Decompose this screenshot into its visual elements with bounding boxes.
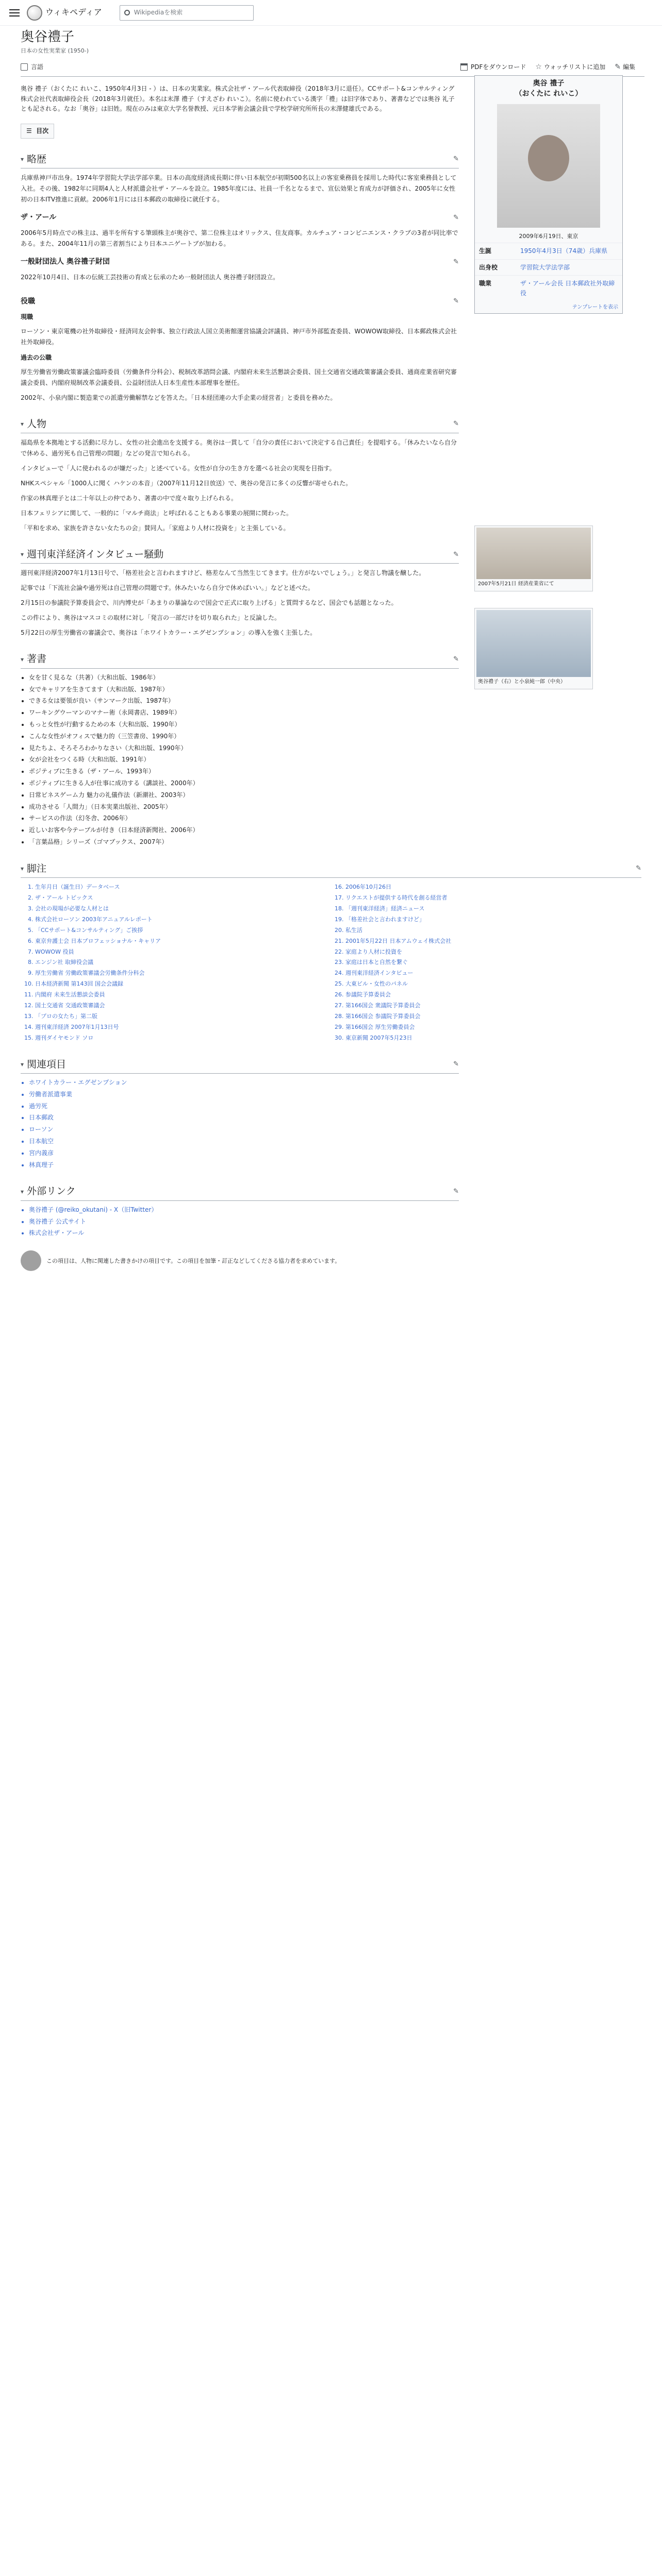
list-item[interactable]: • ローソン [29,1124,459,1136]
reference-item[interactable]: 24. 週刊東洋経済インタビュー [345,968,641,979]
current-roles-text: ローソン・東京電機の社外取締役・経済同友会幹事、独立行政法人国立美術館運営協議会評議員、神戸市外部監査委員、WOWOW取締役、日本郵政株式会社社外取締役。 [21,327,457,346]
chevron-down-icon[interactable]: ▾ [21,655,24,663]
pencil-icon: ✎ [615,62,621,71]
list-item[interactable]: • 日本郵政 [29,1112,459,1124]
search-icon [124,10,130,15]
portrait-image[interactable] [497,104,600,228]
page-title: 奥谷禮子 [21,29,75,45]
list-icon: ☰ [26,127,37,135]
reference-item[interactable]: 11. 内閣府 未来生活懇談会委員 [35,990,331,1001]
chevron-down-icon[interactable]: ▾ [21,551,24,558]
language-button[interactable] [21,62,43,72]
foundation-text: 2022年10月4日、日本の伝統工芸技術の育成と伝承のため一般財団法人 奥谷禮子財団設立。 [21,273,279,281]
pencil-icon[interactable]: ✎ [453,420,459,428]
weekly-p4: この件により、奥谷はマスコミの取材に対し「発言の一部だけを切り取られた」と反論した。 [21,614,281,622]
list-item: • 見たちよ、そろそろわかりなさい（大和出版、1990年） [29,742,459,754]
reference-item[interactable]: 15. 週刊ダイヤモンド ソロ [35,1033,331,1044]
external-links-list [21,1204,459,1239]
past-roles-text: 厚生労働省労働政策審議会臨時委員（労働条件分科会）、税制改革諮問会議、内閣府未来生活懇談会委員、国土交通省交通政策審議会委員、通商産業省研究審議会委員、内閣府規制改革会議委員、公益財団法人日本生産性本部理事を歴任。 [21,368,457,386]
roles-note: 2002年、小泉内閣に製造業での派遣労働解禁などを答えた。「日本経団連の大手企業の経営者」と委員を務めた。 [21,394,337,401]
infobox-key: 職業 [479,280,492,287]
list-item: • 女を甘く見るな（共著）（大和出版、1986年） [29,672,459,684]
person-p6: 「平和を求め、家族を許さない女たちの会」賛同人。「家庭より人材に投資を」と主張している。 [21,524,290,532]
pencil-icon[interactable]: ✎ [453,550,459,558]
books-list [21,672,459,848]
chevron-down-icon[interactable]: ▾ [21,156,24,163]
chevron-down-icon[interactable]: ▾ [21,420,24,428]
translate-icon [21,63,28,71]
figure-caption: 2007年5月21日 経済産業省にて [478,581,554,587]
reference-item[interactable]: 4. 株式会社ローソン 2003年アニュアルレポート [35,914,331,925]
infobox-row [475,243,622,259]
person-p2: インタビューで「人に使われるのが嫌だった」と述べている。女性が自分の生き方を選べる社会の実現を目指す。 [21,464,336,472]
section-heading: 著書 [27,653,47,665]
list-item: • できる女は要領が良い（サンマーク出版、1987年） [29,695,459,707]
section-notes [21,861,641,1044]
person-p1: 福島県を本拠地とする活動に尽力し、女性の社会進出を支援する。奥谷は一貫して「自分の責任において決定する自己責任」を提唱する。「休みたいなら自分で休める、過労死も自己管理の問題」などの発言で知られる。 [21,438,457,457]
figure-caption: 奥谷禮子（右）と小泉純一郎（中央） [478,679,566,685]
person-p4: 作家の林真理子とは二十年以上の仲であり、著書の中で度々取り上げられる。 [21,494,238,502]
list-item: • 「言葉品格」シリーズ（ゴマブックス、2007年） [29,836,459,848]
section-external [21,1184,459,1239]
star-icon: ☆ [535,62,542,71]
reference-item[interactable]: 18. 「週刊東洋経済」経済ニュース [345,904,641,914]
pencil-icon[interactable]: ✎ [453,155,459,163]
infobox-key: 生誕 [479,247,492,255]
toc-label: 目次 [36,127,49,135]
weekly-p5: 5月22日の厚生労働省の審議会で、奥谷は「ホワイトカラー・エグゼンプション」の導入を強く主張した。 [21,629,317,637]
section-heading: 脚注 [27,862,47,874]
infobox-value[interactable]: ザ・アール会長 日本郵政社外取締役 [520,280,615,297]
infobox-name: 奥谷 禮子 （おくたに れいこ） [515,79,583,98]
reference-item[interactable]: 10. 日本経済新聞 第143回 国会会議録 [35,979,331,990]
infobox-value[interactable]: 学習院大学法学部 [520,263,570,271]
reference-item[interactable]: 9. 厚生労働省 労働政策審議会労働条件分科会 [35,968,331,979]
list-item: • こんな女性がオフィスで魅力的（三笠書房、1990年） [29,731,459,742]
weekly-p3: 2月15日の参議院予算委員会で、川内博史が「あまりの暴論なので国会で正式に取り上げる」と質問するなど、国会でも話題となった。 [21,599,398,607]
reference-item[interactable]: 3. 会社の現場が必要な人材とは [35,904,331,914]
wikipedia-globe-icon [27,5,42,21]
pencil-icon[interactable]: ✎ [453,258,459,266]
list-item[interactable]: • 宮内義彦 [29,1147,459,1159]
site-logo[interactable] [27,5,102,21]
list-item: • 近しいお客や今テーブルが付き（日本経済新聞社、2006年） [29,824,459,836]
person-p5: 日本フェリシアに関して、一般的に「マルチ商法」と呼ばれることもある事業の展開に関わった。 [21,509,293,517]
pencil-icon[interactable]: ✎ [636,865,641,873]
reference-item[interactable]: 12. 国土交通省 交通政策審議会 [35,1001,331,1011]
references-left [21,882,331,1043]
subsection-heading: 一般財団法人 奥谷禮子財団 [21,257,110,266]
infobox-key: 出身校 [479,263,498,271]
pdf-label: PDFをダウンロード [471,63,526,71]
references-right [331,882,641,1043]
list-item[interactable]: • 労働者派遣事業 [29,1089,459,1100]
section-related [21,1057,459,1171]
page-subtitle: 日本の女性実業家 (1950-) [21,47,89,54]
pencil-icon[interactable]: ✎ [453,1060,459,1069]
reference-item[interactable]: 7. WOWOW 役員 [35,947,331,958]
list-item: • 女でキャリアを生きてます（大和出版、1987年） [29,684,459,696]
infobox-value[interactable]: 1950年4月3日（74歳）兵庫県 [520,247,608,255]
list-item: • 成功させる「人間力」（日本実業出版社、2005年） [29,801,459,813]
related-list [21,1077,459,1171]
stub-notice [21,1250,644,1271]
lead-paragraph: 奥谷 禮子（おくたに れいこ、1950年4月3日 - ）は、日本の実業家。株式会社ザ・アール代表取締役（2018年3月に退任）。CCサポート&コンサルティング株式会社代表取締役会長（2018年3月就任）。本名は末澤 禮子（すえざわ れいこ）。名前に使われている漢字「禮」は旧字体であり、著書などでは奥谷 礼子とも記される。なお「奥谷」は旧姓。現在のみは東京大学名誉教授、元日本学術会議会員で学校学研究所所長の末澤健雄氏である。 [21,84,455,113]
search-placeholder: Wikipediaを検索 [134,9,183,16]
reference-item[interactable]: 5. 「CCサポート&コンサルティング」ご挨拶 [35,925,331,936]
subsection-heading: 役職 [21,297,35,306]
reference-item[interactable]: 8. エンジン社 取締役会議 [35,957,331,968]
reference-item[interactable]: 30. 東京新聞 2007年5月23日 [345,1033,641,1044]
page-toolbar [21,58,644,77]
section-heading: 人物 [27,418,47,430]
reference-item[interactable]: 16. 2006年10月26日 [345,882,641,893]
reference-item[interactable]: 25. 大東ビル・女性のパネル [345,979,641,990]
section-roles [21,296,459,403]
list-item[interactable]: • 過労死 [29,1100,459,1112]
reference-item[interactable]: 20. 私生活 [345,925,641,936]
weekly-p2: 記事では「下流社会論や過労死は自己管理の問題です。休みたいなら自分で休めばいい。」などと述べた。 [21,584,315,592]
list-item: • ポジティブに生きる（ザ・アール、1993年） [29,766,459,777]
section-heading: 週刊東洋経済インタビュー騒動 [27,548,164,560]
list-item[interactable]: • 株式会社ザ・アール [29,1227,459,1239]
chevron-down-icon[interactable]: ▾ [21,1188,24,1195]
portrait-head [528,135,569,181]
pencil-icon[interactable]: ✎ [453,1188,459,1196]
section-heading: 略歴 [27,153,47,165]
section-bio [21,152,459,283]
subsection-heading: ザ・アール [21,213,57,222]
search-input[interactable] [120,5,254,21]
list-item: • サービスの作法（幻冬舎、2006年） [29,812,459,824]
download-icon [460,63,468,71]
reference-item[interactable]: 28. 第166国会 参議院予算委員会 [345,1011,641,1022]
list-item[interactable]: • 奥谷禮子 公式サイト [29,1216,459,1228]
show-template-link[interactable]: テンプレートを表示 [572,304,618,310]
pdf-download-button[interactable] [460,62,526,73]
bio-text: 兵庫県神戸市出身。1974年学習院大学法学部卒業。日本の高度経済成長期に伴い日本航空が初期500名以上の客室乗務員を採用した時代に客室乗務員として入社。その後、1982年に同期4人と人材派遣会社ザ・アールを設立。1985年度には、社員一千名となるまで、宣伝効果と育成力が評価され、2005年に女性初の日本ITV推進に貢献。2006年1月には日本郵政の取締役に就任する。 [21,174,457,204]
pencil-icon[interactable]: ✎ [453,297,459,306]
chevron-down-icon[interactable]: ▾ [21,1061,24,1068]
list-item[interactable]: • 日本航空 [29,1136,459,1147]
list-item[interactable]: • 林真理子 [29,1159,459,1171]
person-p3: NHKスペシャル「1000人に聞く ハケンの本音」（2007年11月12日放送）で、奥谷の発言に多くの反響が寄せられた。 [21,479,352,487]
edit-button[interactable] [615,62,635,73]
company-text: 2006年5月時点での株主は、過半を所有する筆頭株主が奥谷で、第二位株主はオリックス、住友商事。カルチュア・コンビニエンス・クラブの3者が同比率である。また、2004年11月の第三者割当により日本ユニゲートブが加わる。 [21,229,458,247]
infobox-row [475,275,622,301]
section-books [21,652,459,848]
reference-item[interactable]: 2. ザ・アール トピックス [35,893,331,904]
stub-text: この項目は、人物に関連した書きかけの項目です。この項目を加筆・訂正などしてくださる協力者を求めています。 [46,1257,341,1264]
section-weekly [21,547,459,638]
watch-label: ウォッチリストに追加 [543,63,606,71]
reference-item[interactable]: 22. 家庭より人材に投資を [345,947,641,958]
reference-item[interactable]: 29. 第166国会 厚生労働委員会 [345,1022,641,1033]
reference-item[interactable]: 19. 「格差社会と言われますけど」 [345,914,641,925]
figure-image[interactable] [476,528,591,579]
language-label: 言語 [31,63,44,71]
toc-button[interactable] [21,124,54,139]
reference-item[interactable]: 26. 参議院予算委員会 [345,990,641,1001]
references [21,882,641,1043]
figure-image[interactable] [476,610,591,677]
list-item: • ポジティブに生きる人が仕事に成功する（講談社、2000年） [29,777,459,789]
menu-icon[interactable] [9,7,20,19]
site-name: ウィキペディア [45,7,102,18]
list-item: • もっと女性が行動するための本（大和出版、1990年） [29,719,459,731]
reference-item[interactable]: 1. 生年月日（誕生日）データベース [35,882,331,893]
section-heading: 外部リンク [27,1185,76,1197]
reference-item[interactable]: 21. 2001年5月22日 日本アムウェイ株式会社 [345,936,641,947]
edit-label: 編集 [622,63,635,71]
chevron-down-icon[interactable]: ▾ [21,865,24,873]
pencil-icon[interactable]: ✎ [453,655,459,664]
reference-item[interactable]: 23. 家庭は日本と自然を繋ぐ [345,957,641,968]
list-item: • 日常ビネスゲーム力 魅力の礼儀作法（新潮社、2003年） [29,789,459,801]
top-bar [0,0,662,26]
current-roles-label: 現職 [21,313,34,321]
infobox-caption: 2009年6月19日、東京 [519,233,578,240]
reference-item[interactable]: 14. 週刊東洋経済 2007年1月13日号 [35,1022,331,1033]
figure-2 [474,608,593,689]
infobox-row [475,259,622,276]
figure-1 [474,526,593,591]
pencil-icon[interactable]: ✎ [453,214,459,222]
section-heading: 関連項目 [27,1058,67,1070]
past-roles-label: 過去の公職 [21,353,52,361]
section-person [21,417,459,534]
reference-item[interactable]: 17. リクエストが提供する時代を創る経営者 [345,893,641,904]
infobox [474,75,623,314]
list-item[interactable]: • 奥谷禮子 (@reiko_okutani) - X（旧Twitter） [29,1204,459,1216]
watchlist-button[interactable] [535,62,605,73]
stub-person-icon [21,1250,41,1271]
reference-item[interactable]: 27. 第166国会 衆議院予算委員会 [345,1001,641,1011]
list-item: • 女が会社をつくる時（大和出版、1991年） [29,754,459,766]
list-item: • ワーキングウーマンのマナー術（永岡書店、1989年） [29,707,459,719]
reference-item[interactable]: 6. 東京弁護士会 日本プロフェッショナル・キャリア [35,936,331,947]
weekly-p1: 週刊東洋経済2007年1月13日号で、「格差社会と言われますけど、格差なんて当然生じてきます。仕方がないでしょう。」と発言し物議を醸した。 [21,569,425,577]
reference-item[interactable]: 13. 「プロの女たち」第二版 [35,1011,331,1022]
list-item[interactable]: • ホワイトカラー・エグゼンプション [29,1077,459,1089]
